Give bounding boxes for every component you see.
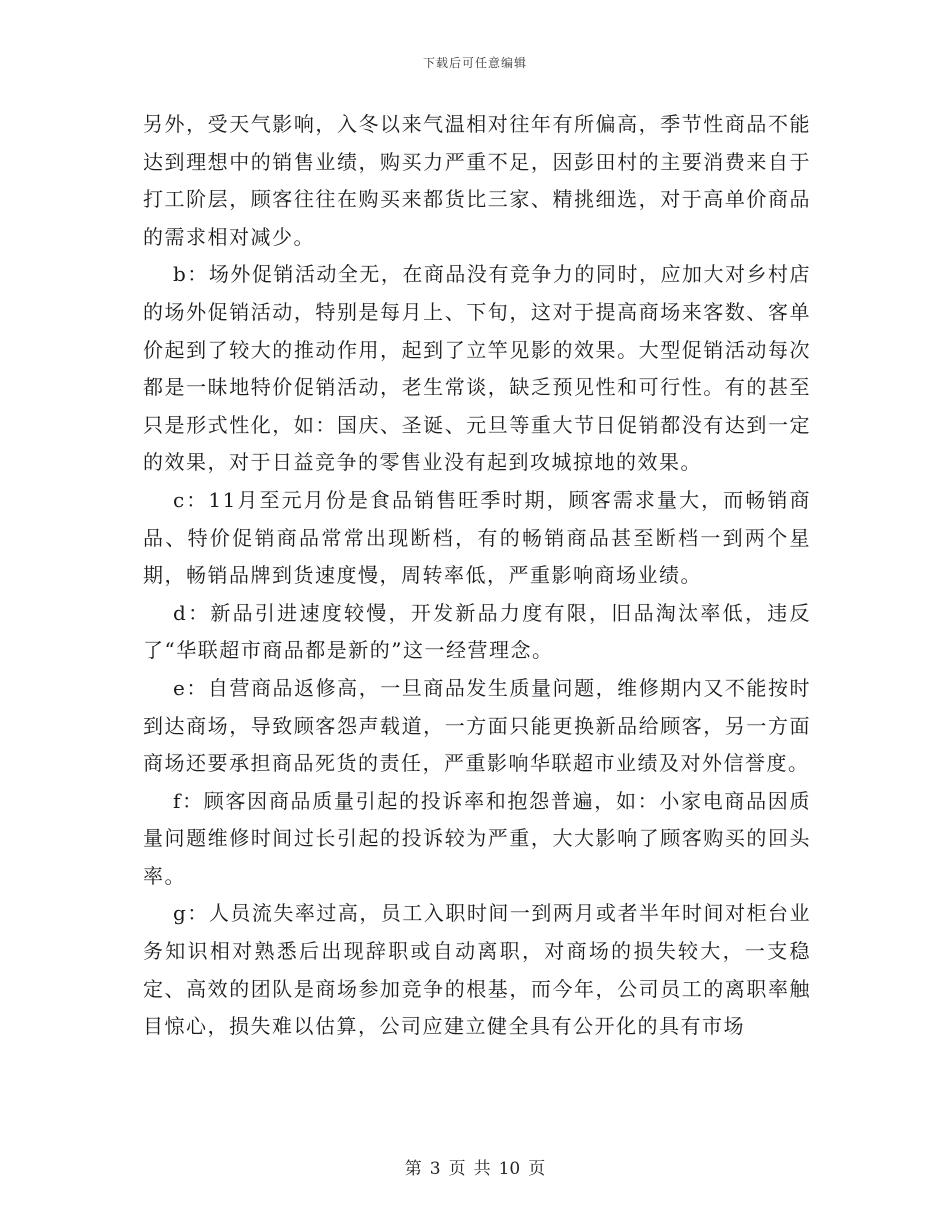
header-note: 下载后可任意编辑 [422,56,527,70]
paragraph-c: c：11月至元月份是食品销售旺季时期，顾客需求量大，而畅销商品、特价促销商品常常出现断档，有的畅销商品甚至断档一到两个星期，畅销品牌到货速度慢，周转率低，严重影响商场业绩。 [143,487,811,588]
paragraph-d: d：新品引进速度较慢，开发新品力度有限，旧品淘汰率低，违反了“华联超市商品都是新的”这一经营理念。 [143,600,811,663]
paragraph-continuation: 另外，受天气影响，入冬以来气温相对往年有所偏高，季节性商品不能达到理想中的销售业绩，购买力严重不足，因彭田村的主要消费来自于打工阶层，顾客往往在购买来都货比三家、精挑细选，对于高单价商品的需求相对减少。 [143,112,811,249]
paragraph-g: g：人员流失率过高，员工入职时间一到两月或者半年时间对柜台业务知识相对熟悉后出现辞职或自动离职，对商场的损失较大，一支稳定、高效的团队是商场参加竞争的根基，而今年，公司员工的离职率触目惊心，损失难以估算，公司应建立健全具有公开化的具有市场 [143,901,811,1039]
page-footer [0,1154,950,1179]
current-page-number: 3 [429,1159,441,1179]
footer-ye-end: 页 [528,1159,546,1179]
footer-gong: 共 [473,1159,491,1179]
document-body [143,106,811,1046]
footer-ye: 页 [448,1159,466,1179]
paragraph-f: f：顾客因商品质量引起的投诉率和抱怨普遍，如：小家电商品因质量问题维修时间过长引起的投诉较为严重，大大影响了顾客购买的回头率。 [143,788,811,888]
total-pages-number: 10 [498,1159,521,1179]
paragraph-e: e：自营商品返修高，一旦商品发生质量问题，维修期内又不能按时到达商场，导致顾客怨声载道，一方面只能更换新品给顾客，另一方面商场还要承担商品死货的责任，严重影响华联超市业绩及对外信誉度。 [143,675,811,776]
paragraph-b: b：场外促销活动全无，在商品没有竞争力的同时，应加大对乡村店的场外促销活动，特别是每月上、下旬，这对于提高商场来客数、客单价起到了较大的推动作用，起到了立竿见影的效果。大型促销活动每次都是一昧地特价促销活动，老生常谈，缺乏预见性和可行性。有的甚至只是形式性化，如：国庆、圣诞、元旦等重大节日促销都没有达到一定的效果，对于日益竞争的零售业没有起到攻城掠地的效果。 [143,262,811,475]
footer-di: 第 [404,1159,422,1179]
